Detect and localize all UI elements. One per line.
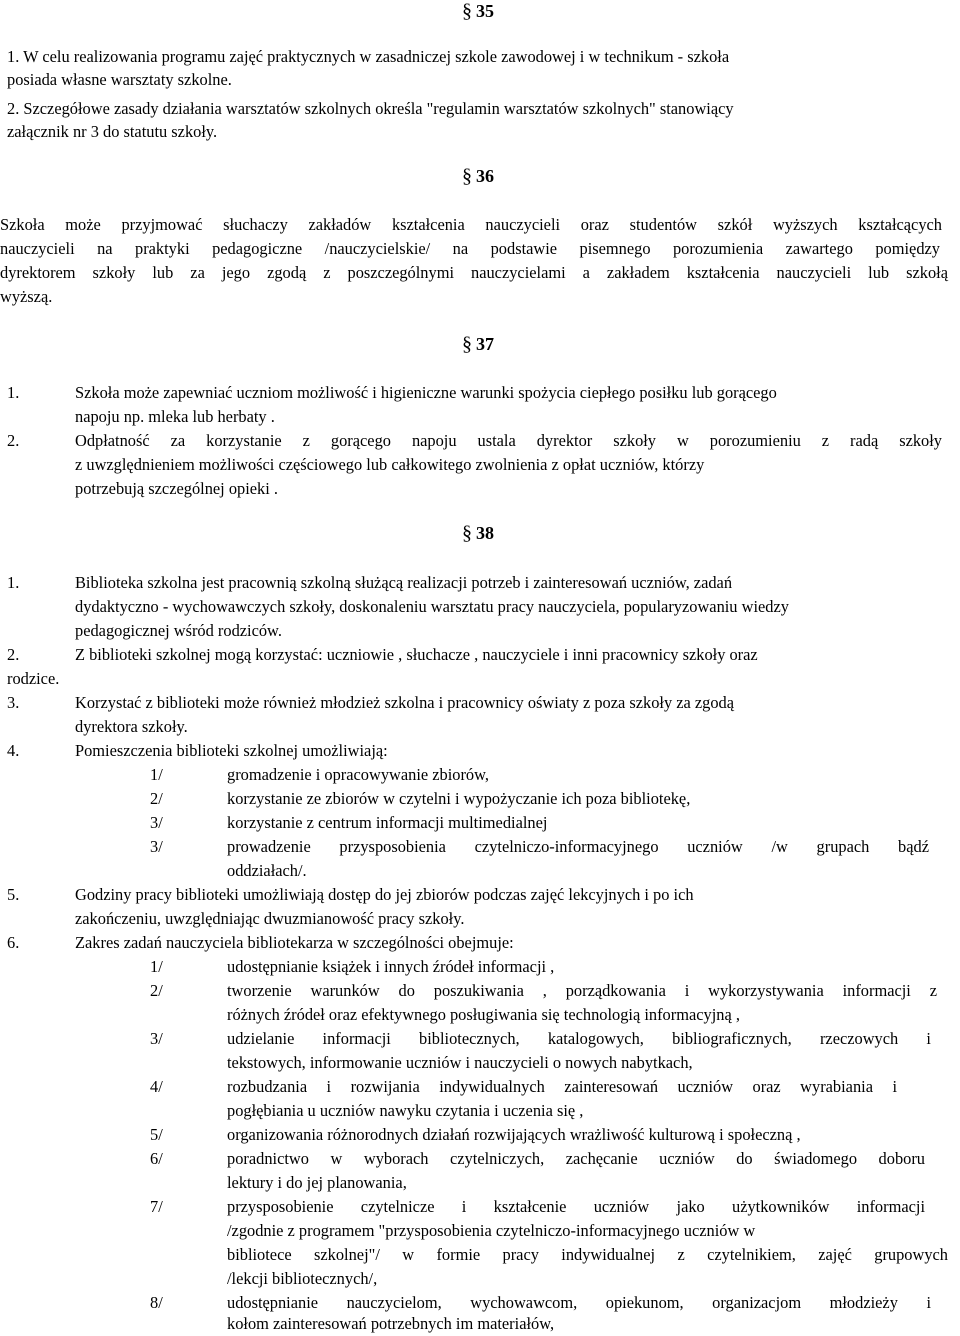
list-number: 4.	[7, 741, 20, 760]
sub-list-number: 3/	[150, 837, 163, 856]
sub-list-number: 6/	[150, 1149, 163, 1168]
sub-list-number: 1/	[150, 765, 163, 784]
section-heading-38: § 38	[462, 522, 494, 544]
sub-list-item: tworzenie warunków do poszukiwania , porządkowania i wykorzystywania informacji z	[227, 981, 937, 1000]
sub-list-item: prowadzenie przysposobienia czytelniczo-informacyjnego uczniów /w grupach bądź	[227, 837, 929, 856]
sub-list-item: przysposobienie czytelnicze i kształcenie uczniów jako użytkowników informacji	[227, 1197, 925, 1216]
paragraph-line: dyrektora szkoły.	[75, 717, 188, 736]
paragraph-line: posiada własne warsztaty szkolne.	[7, 70, 232, 89]
sub-list-item: bibliotece szkolnej"/ w formie pracy indywidualnej z czytelnikiem, zajęć grupowych	[227, 1245, 948, 1264]
list-number: 5.	[7, 885, 20, 904]
section-heading-36: § 36	[462, 165, 494, 187]
sub-list-item: udostępnianie nauczycielom, wychowawcom, opiekunom, organizacjom młodzieży i	[227, 1293, 931, 1312]
list-number: 3.	[7, 693, 20, 712]
section-sign-icon: §	[462, 0, 472, 22]
sub-list-number: 7/	[150, 1197, 163, 1216]
paragraph-line: Odpłatność za korzystanie z gorącego napoju ustala dyrektor szkoły w porozumieniu z radą szkoły	[75, 431, 942, 450]
sub-list-item: rozbudzania i rozwijania indywidualnych zainteresowań uczniów oraz wyrabiania i	[227, 1077, 897, 1096]
paragraph-line: dydaktyczno - wychowawczych szkoły, doskonaleniu warsztatu pracy nauczyciela, popularyzowaniu wiedzy	[75, 597, 789, 616]
section-sign-icon: §	[462, 165, 472, 187]
sub-list-item: korzystanie ze zbiorów w czytelni i wypożyczanie ich poza bibliotekę,	[227, 789, 691, 808]
section-heading-35: § 35	[462, 0, 494, 22]
paragraph-line: potrzebują szczególnej opieki .	[75, 479, 278, 498]
paragraph-line: Szkoła może przyjmować słuchaczy zakładów kształcenia nauczycieli oraz studentów szkół wyższych kształcących	[0, 215, 942, 234]
sub-list-number: 2/	[150, 981, 163, 1000]
sub-list-item: gromadzenie i opracowywanie zbiorów,	[227, 765, 489, 784]
sub-list-number: 3/	[150, 813, 163, 832]
paragraph-line: wyższą.	[0, 287, 53, 306]
paragraph-line: rodzice.	[7, 669, 60, 688]
sub-list-number: 8/	[150, 1293, 163, 1312]
paragraph-line: napoju np. mleka lub herbaty .	[75, 407, 275, 426]
paragraph-line: 2. Szczegółowe zasady działania warsztatów szkolnych określa "regulamin warsztatów szkolnych" stanowiący	[7, 99, 734, 118]
paragraph-line: Pomieszczenia biblioteki szkolnej umożliwiają:	[75, 741, 388, 760]
sub-list-item: pogłębiania u uczniów nawyku czytania i uczenia się ,	[227, 1101, 584, 1120]
list-number: 1.	[7, 383, 20, 402]
sub-list-number: 3/	[150, 1029, 163, 1048]
paragraph-line: pedagogicznej wśród rodziców.	[75, 621, 282, 640]
sub-list-item: /lekcji bibliotecznych/,	[227, 1269, 378, 1288]
paragraph-line: Zakres zadań nauczyciela bibliotekarza w szczególności obejmuje:	[75, 933, 514, 952]
sub-list-item: /zgodnie z programem "przysposobienia czytelniczo-informacyjnego uczniów w	[227, 1221, 756, 1240]
sub-list-number: 2/	[150, 789, 163, 808]
sub-list-item: udzielanie informacji bibliotecznych, katalogowych, bibliograficznych, rzeczowych i	[227, 1029, 931, 1048]
sub-list-item: lektury i do jej planowania,	[227, 1173, 407, 1192]
sub-list-item: tekstowych, informowanie uczniów i nauczycieli o nowych nabytkach,	[227, 1053, 693, 1072]
section-sign-icon: §	[462, 333, 472, 355]
sub-list-number: 5/	[150, 1125, 163, 1144]
paragraph-line: dyrektorem szkoły lub za jego zgodą z poszczególnymi nauczycielami a zakładem kształcenia nauczycieli lub szkołą	[0, 263, 948, 282]
sub-list-item: kołom zainteresowań potrzebnych im materiałów,	[227, 1314, 555, 1333]
paragraph-line: Godziny pracy biblioteki umożliwiają dostęp do jej zbiorów podczas zajęć lekcyjnych i po ich	[75, 885, 694, 904]
sub-list-item: poradnictwo w wyborach czytelniczych, zachęcanie uczniów do świadomego doboru	[227, 1149, 925, 1168]
sub-list-item: korzystanie z centrum informacji multimedialnej	[227, 813, 548, 832]
sub-list-item: organizowania różnorodnych działań rozwijających wrażliwość kulturową i społeczną ,	[227, 1125, 801, 1144]
section-sign-icon: §	[462, 522, 472, 544]
list-number: 1.	[7, 573, 20, 592]
paragraph-line: Z biblioteki szkolnej mogą korzystać: uczniowie , słuchacze , nauczyciele i inni pracownicy szkoły oraz	[75, 645, 758, 664]
paragraph-line: załącznik nr 3 do statutu szkoły.	[7, 122, 218, 141]
sub-list-item: udostępnianie książek i innych źródeł informacji ,	[227, 957, 555, 976]
sub-list-item: różnych źródeł oraz efektywnego posługiwania się technologią informacyjną ,	[227, 1005, 740, 1024]
sub-list-number: 1/	[150, 957, 163, 976]
paragraph-line: 1. W celu realizowania programu zajęć praktycznych w zasadniczej szkole zawodowej i w technikum - szkoła	[7, 47, 730, 66]
paragraph-line: Korzystać z biblioteki może również młodzież szkolna i pracownicy oświaty z poza szkoły za zgodą	[75, 693, 735, 712]
paragraph-line: zakończeniu, uwzględniając dwuzmianowość pracy szkoły.	[75, 909, 465, 928]
sub-list-number: 4/	[150, 1077, 163, 1096]
list-number: 2.	[7, 431, 20, 450]
list-number: 2.	[7, 645, 20, 664]
paragraph-line: Biblioteka szkolna jest pracownią szkolną służącą realizacji potrzeb i zainteresowań uczniów, zadań	[75, 573, 733, 592]
sub-list-item: oddziałach/.	[227, 861, 307, 880]
paragraph-line: z uwzględnieniem możliwości częściowego lub całkowitego zwolnienia z opłat uczniów, którzy	[75, 455, 705, 474]
paragraph-line: nauczycieli na praktyki pedagogiczne /nauczycielskie/ na podstawie pisemnego porozumienia zawartego pomiędzy	[0, 239, 940, 258]
paragraph-line: Szkoła może zapewniać uczniom możliwość i higieniczne warunki spożycia ciepłego posiłku lub gorącego	[75, 383, 777, 402]
list-number: 6.	[7, 933, 20, 952]
section-heading-37: § 37	[462, 333, 494, 355]
